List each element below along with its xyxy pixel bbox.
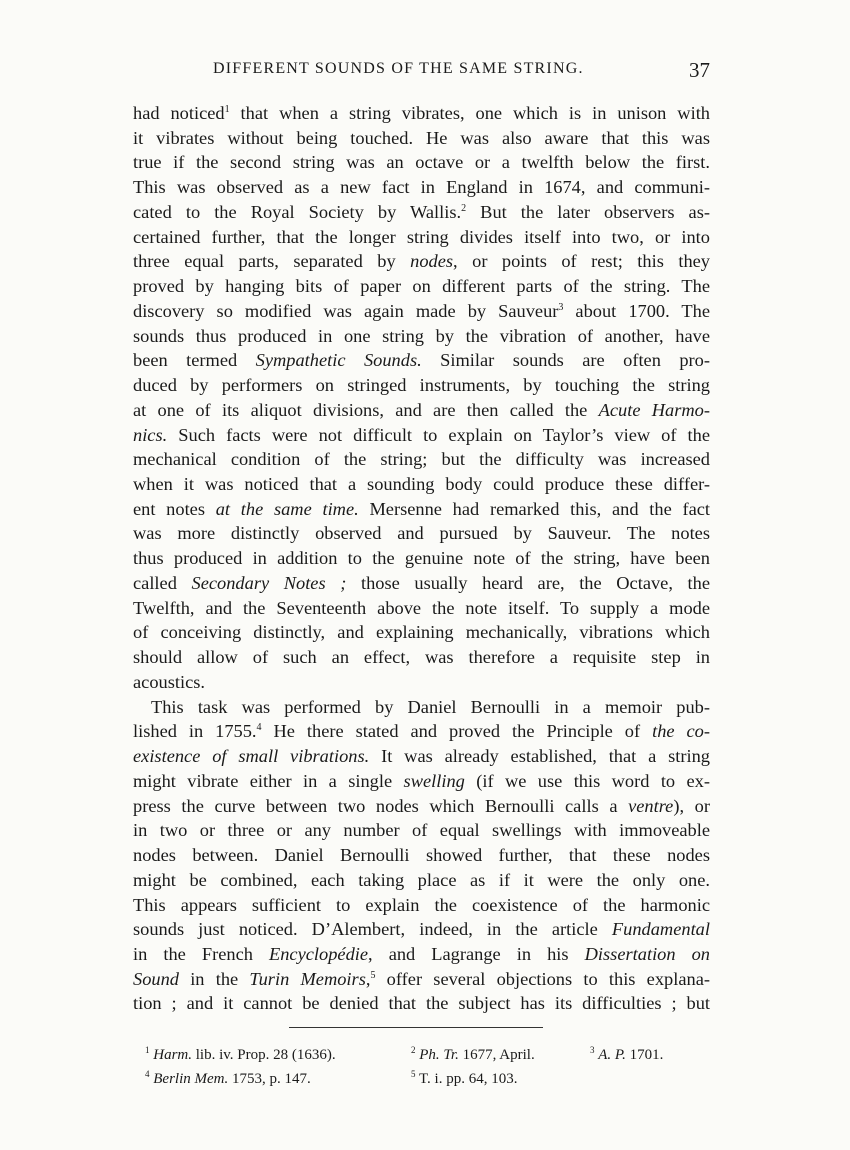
text-line: discovery so modified was again made by Sauveur$^3$ about 1700. The bbox=[133, 300, 710, 321]
text-line: certained further, that the longer string divides itself into two, or into bbox=[133, 226, 710, 247]
text-line: tion ; and it cannot be denied that the subject has its difficulties ; but bbox=[133, 993, 710, 1014]
text-line: proved by hanging bits of paper on different parts of the string. The bbox=[133, 276, 710, 297]
page-number: 37 bbox=[689, 58, 710, 82]
text-line: nics. Such facts were not difficult to explain on Taylor’s view of the bbox=[133, 424, 710, 445]
text-line: mechanical condition of the string; but the difficulty was increased bbox=[133, 449, 710, 470]
text-line: might be combined, each taking place as if it were the only one. bbox=[133, 869, 710, 890]
page-header bbox=[133, 58, 710, 84]
text-line: of conceiving distinctly, and explaining mechanically, vibrations which bbox=[133, 622, 710, 643]
text-line: ent notes at the same time. Mersenne had remarked this, and the fact bbox=[133, 498, 710, 519]
text-line: should allow of such an effect, was therefore a requisite step in bbox=[133, 647, 710, 668]
text-line: nodes between. Daniel Bernoulli showed further, that these nodes bbox=[133, 845, 710, 866]
footnote-1: $^1$ Harm. lib. iv. Prop. 28 (1636). bbox=[145, 1045, 336, 1063]
text-line: in two or three or any number of equal swellings with immoveable bbox=[133, 820, 710, 841]
text-line: it vibrates without being touched. He was also aware that this was bbox=[133, 127, 710, 148]
footnotes bbox=[145, 1043, 710, 1091]
text-line: in the French Encyclopédie, and Lagrange in his Dissertation on bbox=[133, 943, 710, 964]
text-line: This task was performed by Daniel Bernoulli in a memoir pub- bbox=[151, 696, 710, 717]
text-line: had noticed$^1$ that when a string vibrates, one which is in unison with bbox=[133, 103, 710, 123]
footnote-5: $^5$ T. i. pp. 64, 103. bbox=[411, 1069, 518, 1087]
footnote-2: $^2$ Ph. Tr. 1677, April. bbox=[411, 1045, 535, 1063]
text-line: This appears sufficient to explain the coexistence of the harmonic bbox=[133, 894, 710, 915]
text-line: sounds thus produced in one string by the vibration of another, have bbox=[133, 325, 710, 346]
text-line: three equal parts, separated by nodes, or points of rest; this they bbox=[133, 251, 710, 272]
footnote-4: $^4$ Berlin Mem. 1753, p. 147. bbox=[145, 1069, 311, 1087]
text-line: existence of small vibrations. It was already established, that a string bbox=[133, 746, 710, 767]
footnote-3: $^3$ A. P. 1701. bbox=[590, 1045, 664, 1063]
text-line: was more distinctly observed and pursued by Sauveur. The notes bbox=[133, 523, 710, 544]
text-line: true if the second string was an octave or a twelfth below the first. bbox=[133, 152, 710, 173]
footnote-rule bbox=[289, 1027, 543, 1028]
text-line: acoustics. bbox=[133, 671, 206, 692]
running-head: DIFFERENT SOUNDS OF THE SAME STRING. bbox=[213, 60, 584, 77]
text-line: press the curve between two nodes which Bernoulli calls a ventre), or bbox=[133, 795, 710, 816]
text-line: when it was noticed that a sounding body could produce these differ- bbox=[133, 474, 710, 495]
text-line: might vibrate either in a single swelling (if we use this word to ex- bbox=[133, 770, 710, 791]
text-line: This was observed as a new fact in England in 1674, and communi- bbox=[133, 177, 710, 198]
text-line: been termed Sympathetic Sounds. Similar sounds are often pro- bbox=[133, 350, 710, 371]
text-line: at one of its aliquot divisions, and are then called the Acute Harmo- bbox=[133, 399, 710, 420]
text-line: lished in 1755.$^4$ He there stated and proved the Principle of the co- bbox=[133, 721, 710, 742]
text-line: duced by performers on stringed instruments, by touching the string bbox=[133, 375, 710, 396]
text-line: cated to the Royal Society by Wallis.$^2$ But the later observers as- bbox=[133, 201, 710, 222]
text-line: thus produced in addition to the genuine note of the string, have been bbox=[133, 548, 710, 569]
text-line: Sound in the Turin Memoirs,$^5$ offer several objections to this explana- bbox=[133, 968, 710, 989]
text-line: Twelfth, and the Seventeenth above the note itself. To supply a mode bbox=[133, 597, 710, 618]
text-line: called Secondary Notes ; those usually heard are, the Octave, the bbox=[133, 572, 710, 593]
text-line: sounds just noticed. D’Alembert, indeed, in the article Fundamental bbox=[133, 919, 710, 940]
body-text bbox=[133, 101, 710, 1016]
